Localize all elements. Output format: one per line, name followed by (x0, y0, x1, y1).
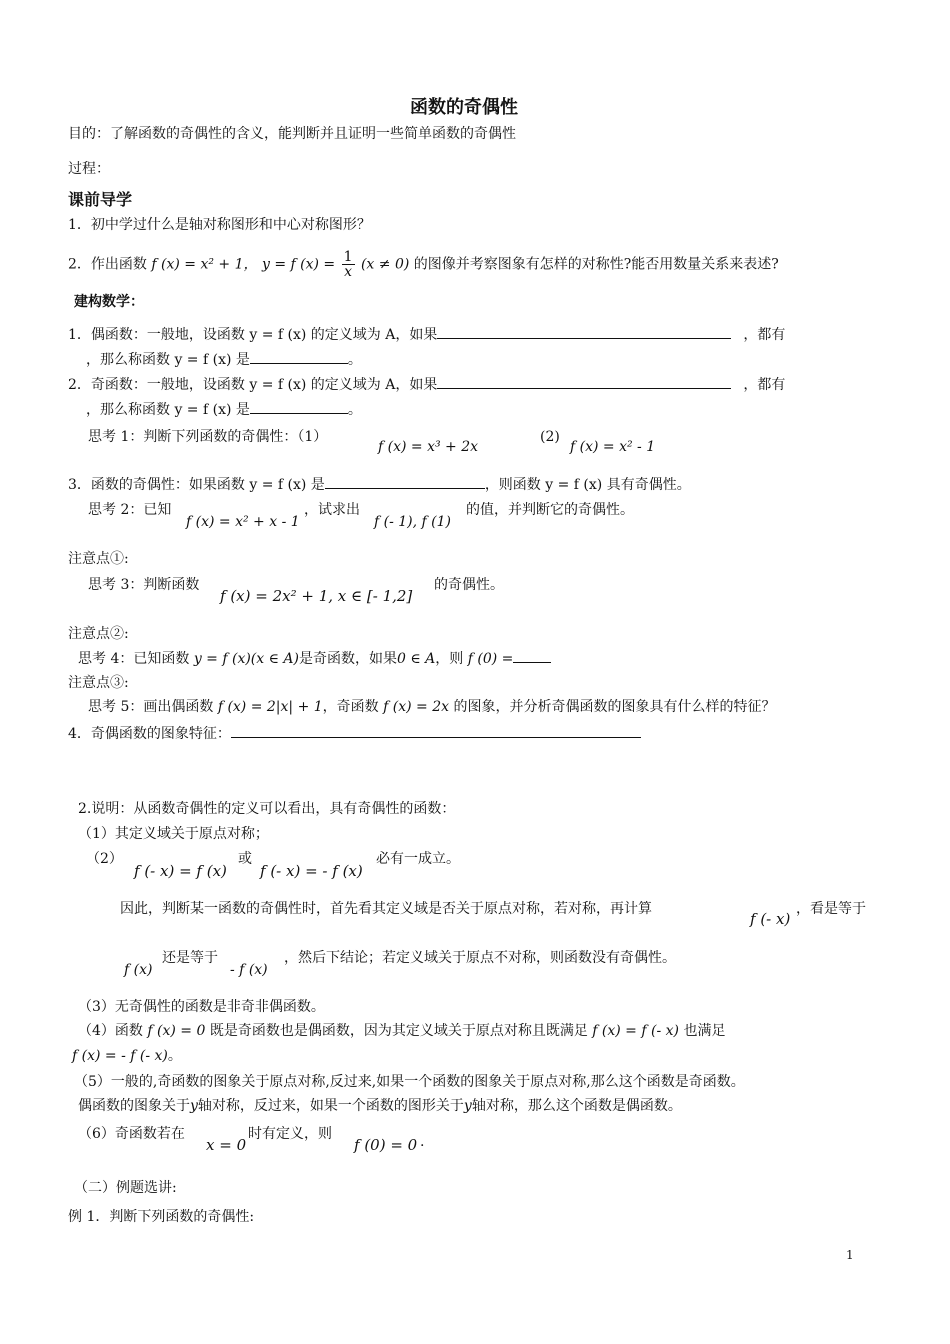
q2-formula-1: f (x) = x² + 1， (151, 256, 258, 273)
even-name-blank[interactable] (250, 349, 348, 364)
think-4-c: 0 ∈ A (397, 651, 436, 667)
think-5-formula-1: f (x) = 2|x| + 1 (217, 699, 323, 715)
page-title: 函数的奇偶性 (410, 97, 518, 118)
therefore-2-a: 还是等于 (162, 950, 218, 966)
think-4-e: f (0) = (467, 651, 514, 667)
think-4-b: 是奇函数，如果 (299, 651, 397, 667)
explain-point-5-line-1: （5）一般的,奇函数的图象关于原点对称,反过来,如果一个函数的图象关于原点对称,那么这个函数是奇函数。 (74, 1074, 745, 1090)
explain-point-6-a: （6）奇函数若在 (78, 1126, 185, 1142)
think-5 (88, 697, 775, 717)
think-4 (78, 648, 551, 669)
think-1-formula-2: f (x) = x² - 1 (570, 439, 656, 455)
think-3-formula: f (x) = 2x² + 1, x ∈ [- 1,2] (220, 587, 413, 605)
q2-suffix: 的图像并考察图象有怎样的对称性?能否用数量关系来表述? (413, 256, 779, 273)
note-2: 注意点②: (68, 626, 129, 642)
think-4-a: 思考 4：已知函数 (78, 651, 190, 667)
parity-definition (68, 474, 691, 495)
think-5-c: 的图象，并分析奇偶函数的图象具有什么样的特征？ (453, 699, 776, 715)
preview-question-2 (68, 250, 779, 279)
think-1-label: 思考 1：判断下列函数的奇偶性：（1） (88, 429, 328, 445)
odd-condition-blank[interactable] (437, 374, 731, 389)
think-5-a: 思考 5：画出偶函数 (88, 699, 214, 715)
q2-prefix: 2．作出函数 (68, 256, 147, 273)
q2-formula-2b: (x ≠ 0) (360, 256, 410, 273)
construct-heading: 建构数学： (74, 294, 144, 310)
even-condition-blank[interactable] (437, 324, 731, 339)
think-2-formula: f (x) = x² + x - 1 (186, 514, 300, 530)
therefore-2-formula-2: - f (x) (230, 962, 268, 978)
purpose-line: 目的：了解函数的奇偶性的含义，能判断并且证明一些简单函数的奇偶性 (68, 126, 516, 142)
parity-b: ，则函数 y = f (x) 具有奇偶性。 (484, 477, 691, 493)
therefore-2-b: ，然后下结论；若定义域关于原点不对称，则函数没有奇偶性。 (284, 950, 676, 966)
even-def-d: 。 (347, 352, 362, 368)
q2-fraction-denominator: x (344, 264, 352, 280)
therefore-line-1: 因此，判断某一函数的奇偶性时，首先看其定义域是否关于原点对称，若对称，再计算 (120, 901, 652, 917)
p4-b: 既是奇函数也是偶函数，因为其定义域关于原点对称且既满足 (209, 1023, 588, 1039)
p5-b1: 偶函数的图象关于 (78, 1098, 190, 1114)
p4-d: 也满足 (683, 1023, 726, 1039)
think-3-b: 的奇偶性。 (434, 577, 504, 593)
odd-def-d: 。 (347, 402, 362, 418)
odd-def-line-2 (86, 399, 362, 420)
odd-def-line-1 (68, 374, 785, 395)
think-2-a: 思考 2：已知 (88, 502, 172, 518)
explain-point-6-x: x = 0 (206, 1136, 247, 1154)
p5-y1: y (190, 1098, 198, 1114)
think-5-formula-2: f (x) = 2x (383, 699, 450, 715)
explain-point-1: （1）其定义域关于原点对称； (78, 826, 269, 842)
p4-formula-e: f (x) = - f (- x) (72, 1048, 168, 1064)
explain-point-2-formula-1: f (- x) = f (x) (134, 862, 227, 880)
odd-def-a: 2．奇函数：一般地，设函数 y = f (x) 的定义域为 A，如果 (68, 377, 438, 393)
preview-question-1: 1．初中学过什么是轴对称图形和中心对称图形？ (68, 217, 371, 233)
even-def-line-2 (86, 349, 362, 370)
therefore-line-1-tail: ，看是等于 (796, 901, 866, 917)
think-4-blank[interactable] (513, 648, 551, 663)
preview-heading: 课前导学 (68, 190, 133, 209)
think-1-formula-1: f (x) = x³ + 2x (378, 439, 479, 455)
note-3: 注意点③: (68, 675, 129, 691)
page-number: 1 (846, 1248, 854, 1262)
even-def-a: 1．偶函数：一般地，设函数 y = f (x) 的定义域为 A，如果 (68, 327, 438, 343)
explain-point-6-b: 时有定义，则 (248, 1126, 332, 1142)
even-def-line-1 (68, 324, 785, 345)
even-def-c: ，那么称函数 y = f (x) 是 (86, 352, 250, 368)
think-4-d: ，则 (435, 651, 464, 667)
p4-a: （4）函数 (78, 1023, 143, 1039)
even-def-b: ，都有 (743, 327, 786, 343)
explain-point-4-cont (72, 1046, 182, 1066)
parity-blank[interactable] (325, 474, 485, 489)
explain-point-2-or: 或 (238, 851, 252, 867)
q2-fraction-numerator: 1 (343, 249, 353, 265)
therefore-2-formula-1: f (x) (124, 962, 153, 978)
p5-b2: 轴对称，反过来，如果一个函数的图形关于 (197, 1098, 464, 1114)
explain-point-5-line-2 (78, 1096, 682, 1116)
q2-fraction (342, 250, 355, 279)
graph-feature-blank[interactable] (231, 723, 641, 738)
p4-end: 。 (167, 1048, 182, 1064)
think-2-c: 的值，并判断它的奇偶性。 (466, 502, 634, 518)
explain-point-2-formula-2: f (- x) = - f (x) (260, 862, 363, 880)
examples-heading: （二）例题选讲: (74, 1180, 177, 1196)
think-3-a: 思考 3：判断函数 (88, 577, 200, 593)
explain-point-2-tail: 必有一成立。 (376, 851, 460, 867)
explain-point-4 (78, 1021, 725, 1041)
p4-formula: f (x) = 0 (147, 1023, 206, 1039)
parity-a: 3．函数的奇偶性：如果函数 y = f (x) 是 (68, 477, 325, 493)
process-label: 过程： (68, 161, 110, 177)
explain-point-3: （3）无奇偶性的函数是非奇非偶函数。 (78, 999, 325, 1015)
think-2-b: ，试求出 (304, 502, 360, 518)
odd-name-blank[interactable] (250, 399, 348, 414)
example-1: 例 1．判断下列函数的奇偶性: (68, 1209, 255, 1225)
explain-point-6-formula: f (0) = 0 (354, 1136, 418, 1154)
graph-feature (68, 723, 641, 744)
odd-def-c: ，那么称函数 y = f (x) 是 (86, 402, 250, 418)
explain-point-6-c: . (420, 1134, 425, 1150)
think-1-label-2: (2) (540, 429, 560, 445)
p5-b3: 轴对称，那么这个函数是偶函数。 (471, 1098, 682, 1114)
think-4-formula: y = f (x)(x ∈ A) (193, 651, 299, 667)
note-1: 注意点①: (68, 551, 129, 567)
q2-formula-2a: y = f (x) = (261, 256, 336, 273)
graph-feature-label: 4．奇偶函数的图象特征： (68, 726, 231, 742)
think-5-b: ，奇函数 (322, 699, 379, 715)
p5-y2: y (463, 1098, 472, 1114)
explain-intro: 2.说明：从函数奇偶性的定义可以看出，具有奇偶性的函数： (78, 801, 456, 817)
therefore-formula: f (- x) (750, 910, 791, 928)
think-2-values: f (- 1), f (1) (374, 514, 452, 530)
odd-def-b: ，都有 (743, 377, 786, 393)
p4-formula-c: f (x) = f (- x) (592, 1023, 679, 1039)
explain-point-2-label: （2） (86, 851, 123, 867)
